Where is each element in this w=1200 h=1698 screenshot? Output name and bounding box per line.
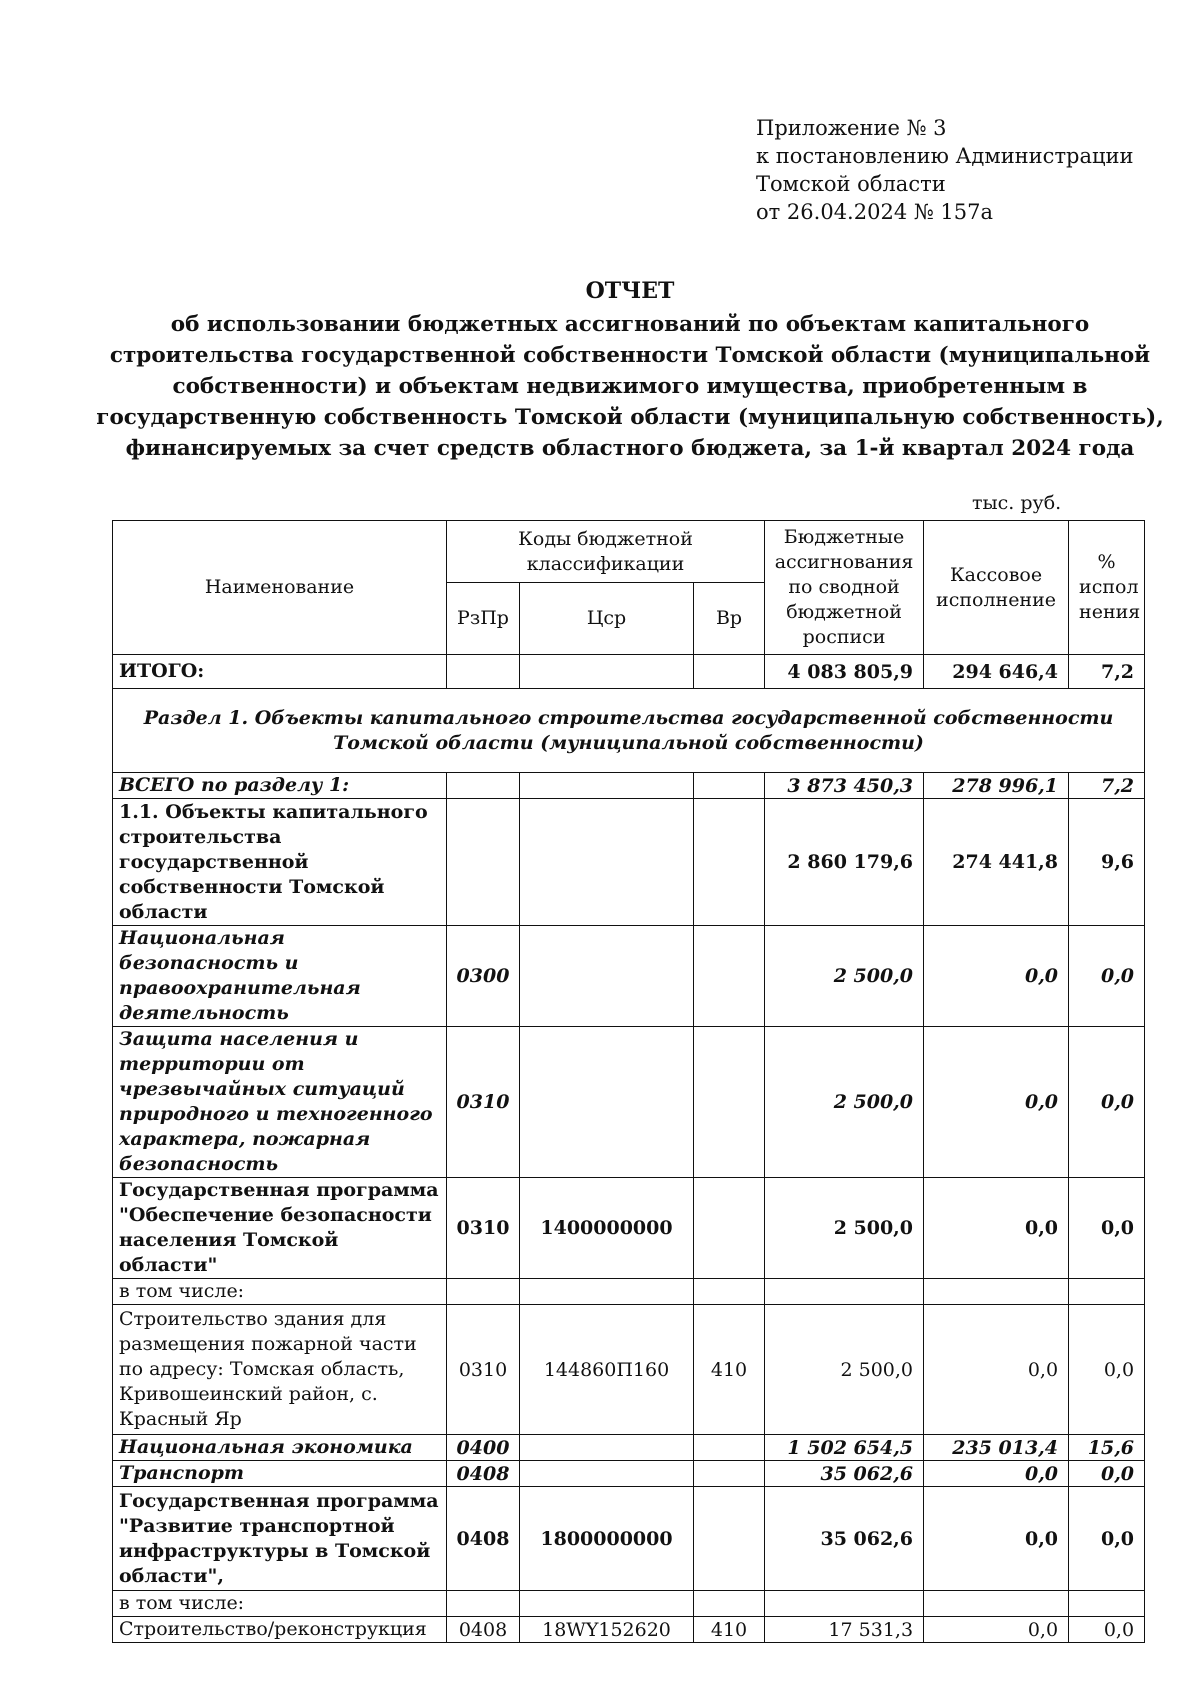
cell-name: Национальная безопасность и правоохранительная деятельность	[113, 926, 447, 1027]
report-title: ОТЧЕТ	[585, 278, 675, 304]
cell-csr	[520, 1279, 694, 1305]
cell-percent: 9,6	[1069, 799, 1145, 926]
table-row	[113, 1487, 1145, 1591]
cell-name: Защита населения и территории от чрезвычайных ситуаций природного и техногенного характера, пожарная безопасность	[113, 1027, 447, 1178]
cell-name: в том числе:	[113, 1591, 447, 1617]
cell-percent: 0,0	[1069, 1461, 1145, 1487]
cell-rzpr	[447, 773, 520, 799]
report-subtitle-line-3: собственности) и объектам недвижимого имущества, приобретенным в	[172, 374, 1088, 399]
cell-rzpr: 0310	[447, 1178, 520, 1279]
header-vr: Вр	[694, 583, 765, 655]
cell-cash: 0,0	[924, 1178, 1069, 1279]
cell-name: Национальная экономика	[113, 1435, 447, 1461]
cell-percent: 0,0	[1069, 1617, 1145, 1643]
cell-name: в том числе:	[113, 1279, 447, 1305]
appendix-line-3: Томской области	[756, 172, 946, 196]
section-1-row	[113, 689, 1145, 773]
cell-name: Строительство/реконструкция	[113, 1617, 447, 1643]
cell-rzpr: 0400	[447, 1435, 520, 1461]
cell-cash: 0,0	[924, 1617, 1069, 1643]
table-row	[113, 799, 1145, 926]
cell-vr	[694, 799, 765, 926]
cell-cash: 278 996,1	[924, 773, 1069, 799]
cell-cash: 0,0	[924, 1487, 1069, 1591]
cell-budget: 2 860 179,6	[765, 799, 924, 926]
cell-budget: 17 531,3	[765, 1617, 924, 1643]
cell-csr: 1400000000	[520, 1178, 694, 1279]
table-row	[113, 1178, 1145, 1279]
report-subtitle-line-2: строительства государственной собственности Томской области (муниципальной	[109, 343, 1151, 368]
report-subtitle-line-1: об использовании бюджетных ассигнований по объектам капитального	[170, 312, 1090, 337]
header-percent: % испол нения	[1069, 521, 1145, 655]
cell-vr	[694, 1487, 765, 1591]
cell-vr	[694, 1027, 765, 1178]
cell-budget: 2 500,0	[765, 1027, 924, 1178]
cell-cash: 235 013,4	[924, 1435, 1069, 1461]
section-1-title: Раздел 1. Объекты капитального строительства государственной собственности Томской области (муниципальной собственности)	[113, 689, 1145, 773]
cell-cash: 0,0	[924, 1027, 1069, 1178]
cell-budget: 1 502 654,5	[765, 1435, 924, 1461]
cell-name: ИТОГО:	[113, 655, 447, 689]
appendix-block	[756, 114, 1134, 226]
cell-name: Государственная программа "Развитие транспортной инфраструктуры в Томской области",	[113, 1487, 447, 1591]
cell-budget: 3 873 450,3	[765, 773, 924, 799]
cell-csr: 1800000000	[520, 1487, 694, 1591]
cell-vr	[694, 1178, 765, 1279]
table-row	[113, 926, 1145, 1027]
cell-cash: 0,0	[924, 1305, 1069, 1435]
cell-name: Государственная программа "Обеспечение безопасности населения Томской области"	[113, 1178, 447, 1279]
cell-rzpr	[447, 1591, 520, 1617]
cell-budget: 4 083 805,9	[765, 655, 924, 689]
cell-name: 1.1. Объекты капитального строительства государственной собственности Томской области	[113, 799, 447, 926]
table-row	[113, 1435, 1145, 1461]
cell-cash: 0,0	[924, 926, 1069, 1027]
table-row	[113, 1617, 1145, 1643]
cell-percent: 0,0	[1069, 1487, 1145, 1591]
table-row	[113, 1027, 1145, 1178]
cell-vr	[694, 1591, 765, 1617]
appendix-line-4: от 26.04.2024 № 157а	[756, 200, 993, 224]
cell-csr: 144860П160	[520, 1305, 694, 1435]
cell-csr	[520, 799, 694, 926]
cell-csr	[520, 1591, 694, 1617]
table-row	[113, 1461, 1145, 1487]
header-name: Наименование	[113, 521, 447, 655]
cell-rzpr: 0310	[447, 1305, 520, 1435]
cell-budget: 2 500,0	[765, 1305, 924, 1435]
cell-percent: 0,0	[1069, 1305, 1145, 1435]
cell-name: ВСЕГО по разделу 1:	[113, 773, 447, 799]
cell-vr	[694, 1461, 765, 1487]
cell-percent	[1069, 1591, 1145, 1617]
cell-budget: 35 062,6	[765, 1461, 924, 1487]
units-label: тыс. руб.	[972, 492, 1062, 514]
cell-rzpr	[447, 1279, 520, 1305]
cell-budget	[765, 1279, 924, 1305]
cell-name: Строительство здания для размещения пожарной части по адресу: Томская область, Кривошеинский район, с. Красный Яр	[113, 1305, 447, 1435]
cell-rzpr: 0408	[447, 1461, 520, 1487]
cell-percent: 7,2	[1069, 655, 1145, 689]
report-subtitle-line-4: государственную собственность Томской области (муниципальную собственность),	[96, 405, 1164, 430]
table-row	[113, 1305, 1145, 1435]
cell-percent: 7,2	[1069, 773, 1145, 799]
cell-vr: 410	[694, 1305, 765, 1435]
cell-cash: 0,0	[924, 1461, 1069, 1487]
table-row	[113, 1591, 1145, 1617]
cell-vr	[694, 926, 765, 1027]
cell-rzpr: 0310	[447, 1027, 520, 1178]
appendix-line-1: Приложение № 3	[756, 116, 947, 140]
cell-percent: 0,0	[1069, 926, 1145, 1027]
cell-rzpr: 0408	[447, 1487, 520, 1591]
table-row-total	[113, 655, 1145, 689]
cell-rzpr	[447, 799, 520, 926]
cell-vr	[694, 1279, 765, 1305]
cell-csr	[520, 926, 694, 1027]
header-csr: Цср	[520, 583, 694, 655]
header-rzpr: РзПр	[447, 583, 520, 655]
cell-csr	[520, 1435, 694, 1461]
cell-csr: 18WY152620	[520, 1617, 694, 1643]
cell-vr	[694, 1435, 765, 1461]
cell-vr	[694, 773, 765, 799]
table-row	[113, 1279, 1145, 1305]
header-codes: Коды бюджетной классификации	[447, 521, 765, 583]
appendix-line-2: к постановлению Администрации	[756, 144, 1134, 168]
cell-percent: 0,0	[1069, 1027, 1145, 1178]
cell-budget: 2 500,0	[765, 926, 924, 1027]
cell-percent: 15,6	[1069, 1435, 1145, 1461]
cell-budget: 35 062,6	[765, 1487, 924, 1591]
cell-cash: 274 441,8	[924, 799, 1069, 926]
cell-rzpr: 0300	[447, 926, 520, 1027]
cell-csr	[520, 1461, 694, 1487]
cell-csr	[520, 773, 694, 799]
header-budget: Бюджетные ассигнования по сводной бюджетной росписи	[765, 521, 924, 655]
cell-percent	[1069, 1279, 1145, 1305]
cell-rzpr: 0408	[447, 1617, 520, 1643]
cell-name: Транспорт	[113, 1461, 447, 1487]
cell-cash	[924, 1279, 1069, 1305]
cell-cash	[924, 1591, 1069, 1617]
cell-budget: 2 500,0	[765, 1178, 924, 1279]
cell-vr: 410	[694, 1617, 765, 1643]
cell-budget	[765, 1591, 924, 1617]
report-table	[112, 520, 1145, 1643]
cell-csr	[520, 1027, 694, 1178]
cell-cash: 294 646,4	[924, 655, 1069, 689]
report-title-block	[80, 276, 1180, 464]
table-row	[113, 773, 1145, 799]
cell-percent: 0,0	[1069, 1178, 1145, 1279]
header-cash: Кассовое исполнение	[924, 521, 1069, 655]
report-subtitle-line-5: финансируемых за счет средств областного бюджета, за 1-й квартал 2024 года	[125, 436, 1135, 461]
